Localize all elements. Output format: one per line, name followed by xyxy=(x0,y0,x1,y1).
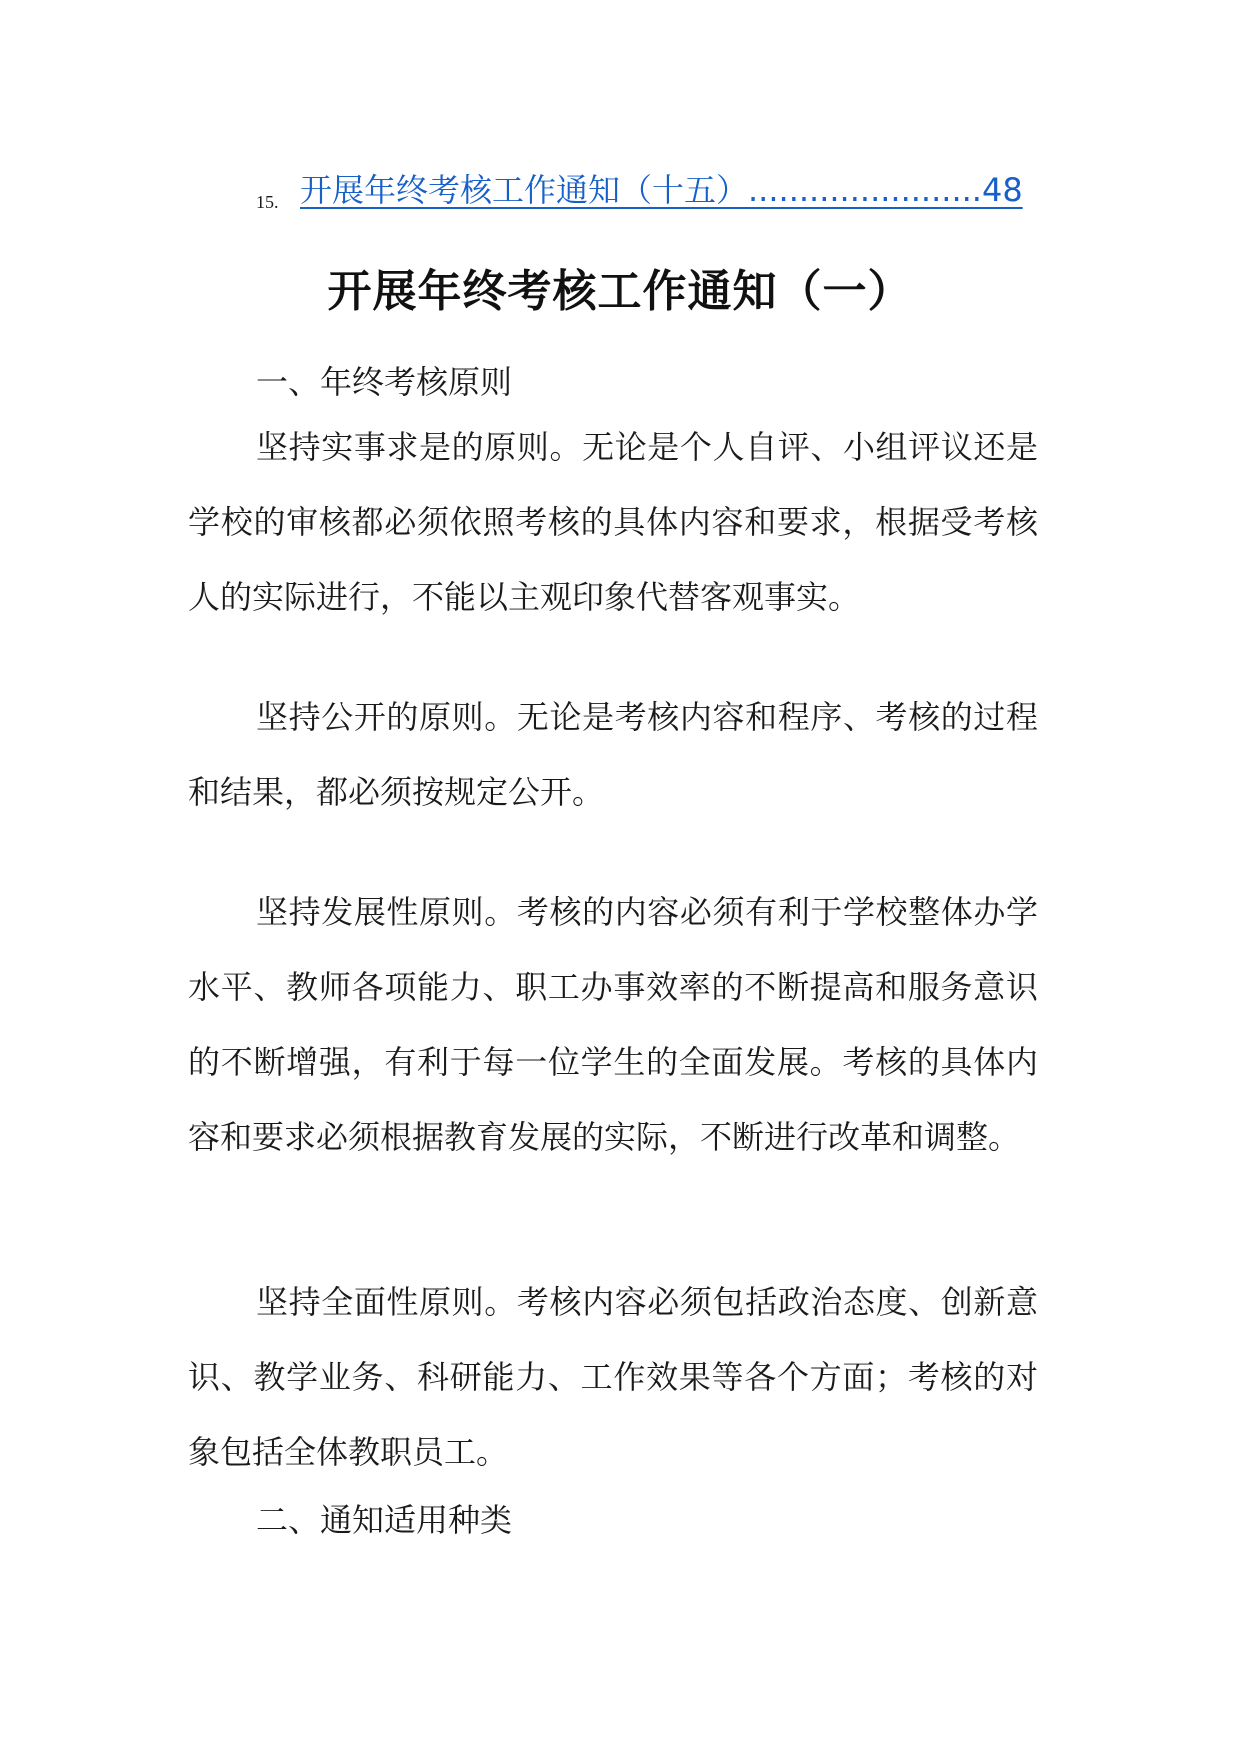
paragraph-development-principle: 坚持发展性原则。考核的内容必须有利于学校整体办学水平、教师各项能力、职工办事效率的不断提高和服务意识的不断增强，有利于每一位学生的全面发展。考核的具体内容和要求必须根据教育发展的实际，不断进行改革和调整。 xyxy=(188,893,1038,1156)
toc-entry-link[interactable]: 开展年终考核工作通知（十五）.......................48 xyxy=(300,171,1023,209)
paragraph-open-principle: 坚持公开的原则。无论是考核内容和程序、考核的过程和结果，都必须按规定公开。 xyxy=(188,698,1038,811)
section-heading-principles: 一、年终考核原则 xyxy=(256,363,513,401)
paragraph-fact-principle: 坚持实事求是的原则。无论是个人自评、小组评议还是学校的审核都必须依照考核的具体内容和要求，根据受考核人的实际进行，不能以主观印象代替客观事实。 xyxy=(188,428,1038,616)
paragraph-comprehensive-principle: 坚持全面性原则。考核内容必须包括政治态度、创新意识、教学业务、科研能力、工作效果等各个方面；考核的对象包括全体教职员工。 xyxy=(188,1283,1038,1471)
toc-entry-number: 15. xyxy=(256,192,279,212)
document-title: 开展年终考核工作通知（一） xyxy=(327,266,913,317)
section-heading-notice-types: 二、通知适用种类 xyxy=(256,1501,513,1539)
toc-entry xyxy=(256,170,1056,218)
